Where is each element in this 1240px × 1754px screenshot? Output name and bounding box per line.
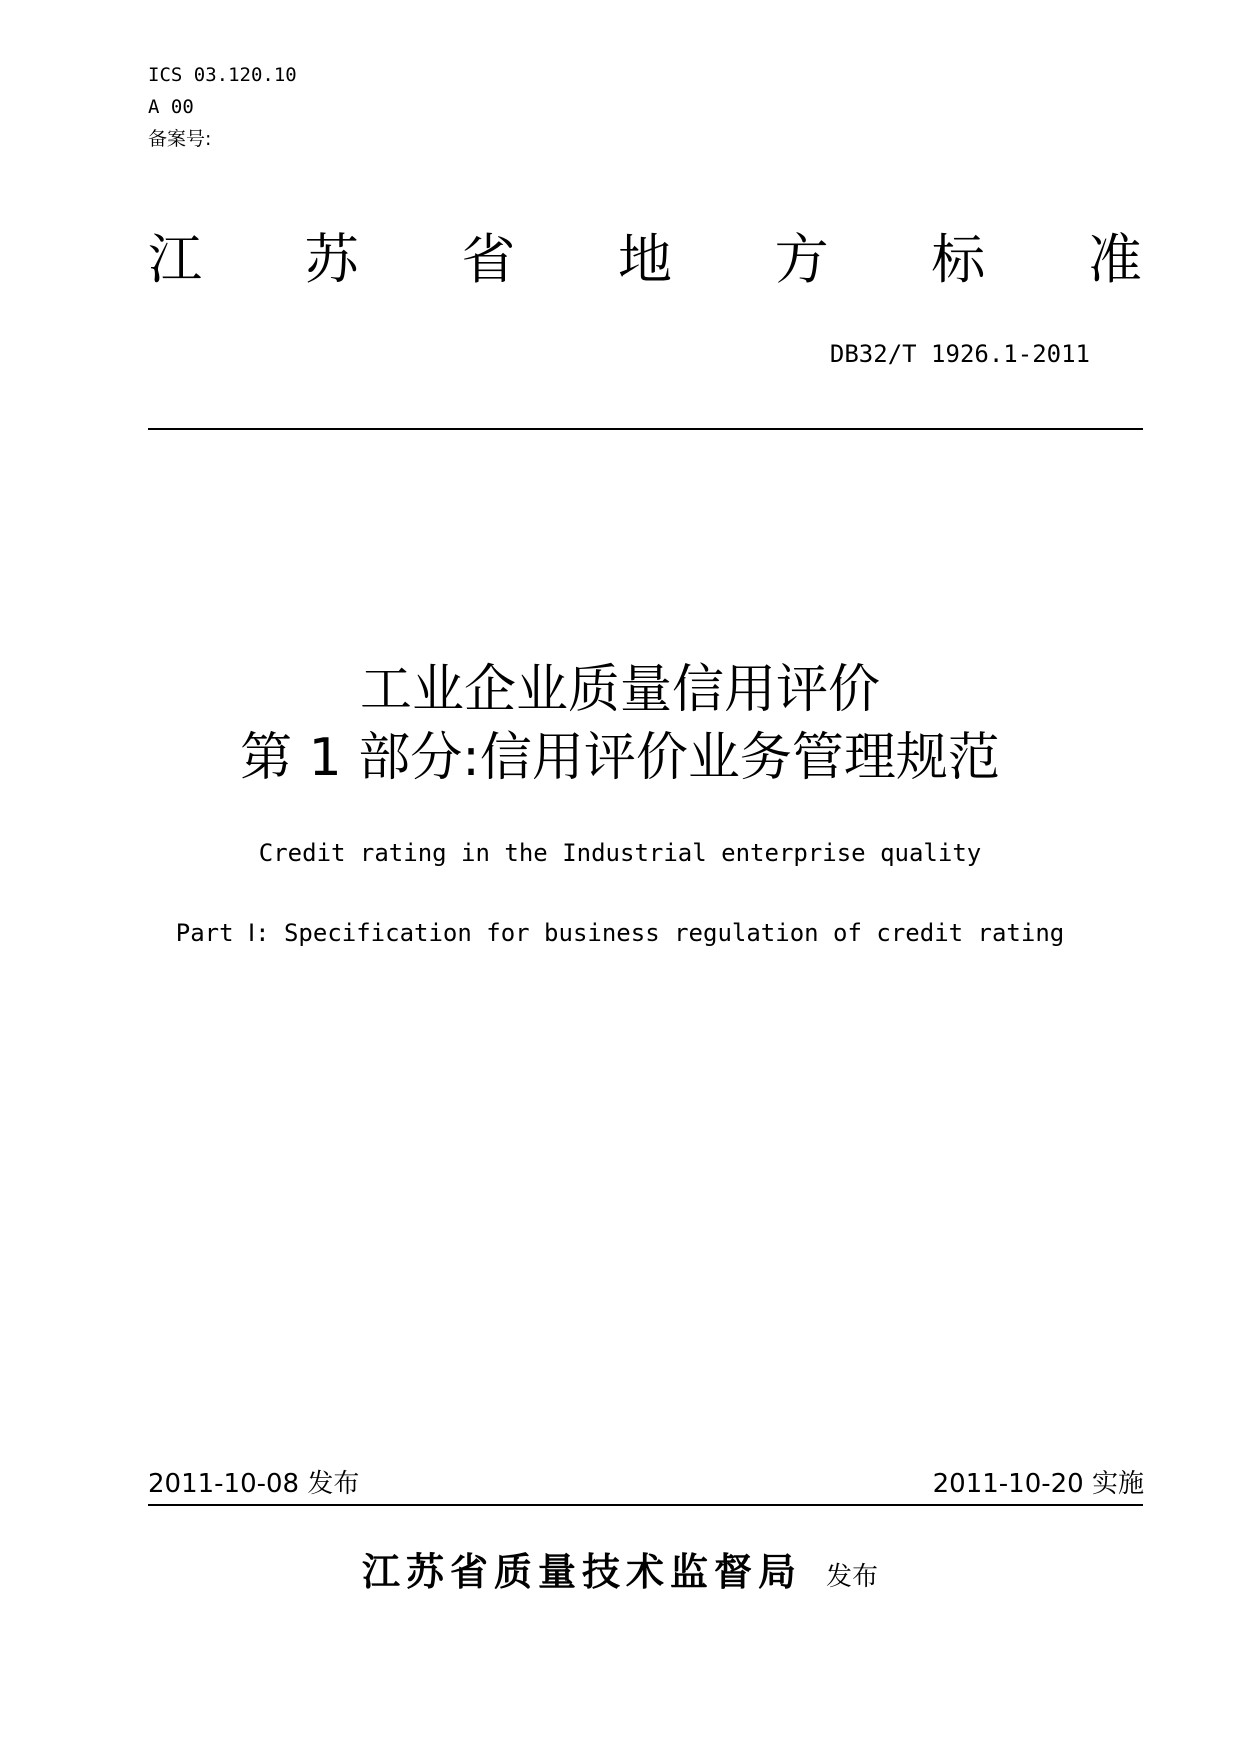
standard-title-char: 省	[461, 228, 516, 291]
document-title-cn-line1: 工业企业质量信用评价	[359, 660, 880, 720]
issuer-suffix: 发布	[826, 1562, 879, 1592]
standard-title-char: 准	[1087, 228, 1142, 291]
issuer-name: 江苏省质量技术监督局	[361, 1549, 802, 1594]
document-title-en-line1: Credit rating in the Industrial enterprise quality	[258, 839, 982, 867]
ics-code: ICS 03.120.10	[148, 64, 297, 86]
standard-title-char: 地	[617, 228, 672, 291]
standard-title-char: 方	[774, 228, 829, 291]
classification-code: A 00	[148, 96, 194, 118]
standard-type-title	[148, 228, 1142, 292]
standard-title-char: 苏	[304, 228, 359, 291]
standard-title-char: 江	[148, 228, 202, 291]
header-divider	[148, 428, 1143, 430]
document-title-en-line2: Part Ⅰ: Specification for business regulation of credit rating	[175, 919, 1065, 947]
issue-date: 2011-10-08 发布	[148, 1469, 360, 1499]
implementation-date: 2011-10-20 实施	[932, 1469, 1144, 1499]
standard-number: DB32/T 1926.1-2011	[829, 340, 1090, 368]
footer-divider	[148, 1504, 1143, 1506]
filing-number-label: 备案号:	[148, 128, 212, 150]
document-title-cn-line2: 第 1 部分:信用评价业务管理规范	[240, 728, 1000, 788]
issuer-line	[0, 1548, 1240, 1601]
standard-title-char: 标	[931, 228, 986, 291]
